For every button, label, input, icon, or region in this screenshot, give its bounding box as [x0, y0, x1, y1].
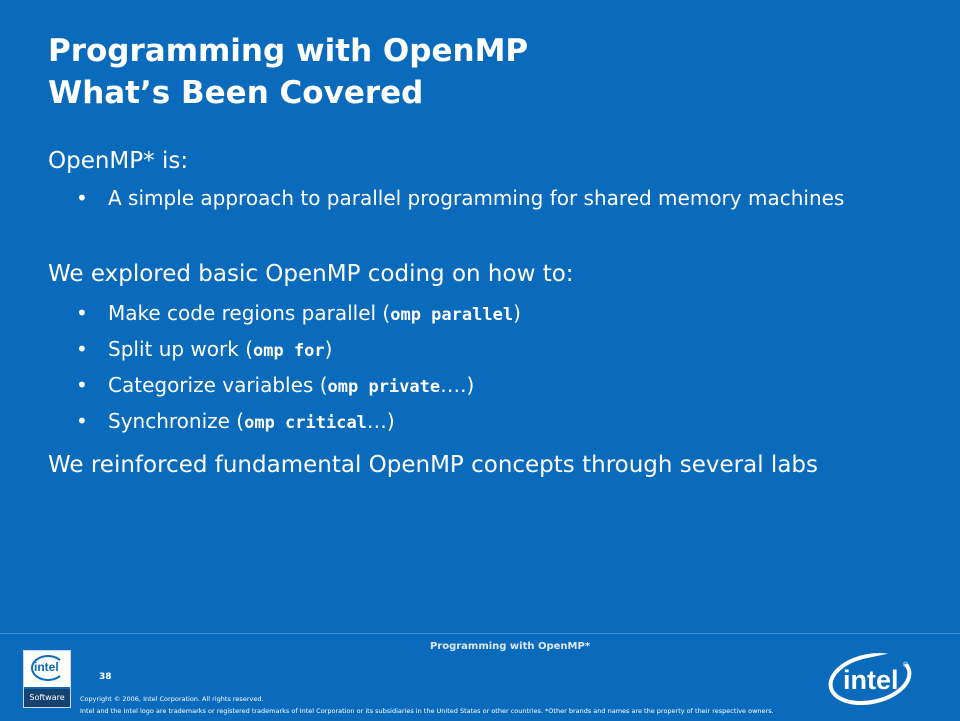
section-openmp-is-heading: OpenMP* is: — [48, 148, 189, 174]
bullet-text: Synchronize ( — [108, 409, 245, 433]
slide-title-line1: Programming with OpenMP — [48, 33, 529, 69]
slide-title — [48, 30, 528, 114]
intel-logo-word: intel — [843, 665, 899, 695]
footer-title: Programming with OpenMP* — [429, 641, 591, 652]
section-explored-heading: We explored basic OpenMP coding on how to: — [48, 261, 574, 287]
bullet-code: omp critical — [244, 413, 367, 433]
intel-software-logo-word: intel — [34, 660, 59, 674]
intel-software-logo-badge — [24, 651, 70, 687]
list-item — [72, 184, 892, 212]
slide-title-line2: What’s Been Covered — [48, 75, 424, 111]
bullet-code: omp for — [253, 341, 325, 361]
bullet-text-after: ) — [513, 301, 521, 325]
bullet-text-after: ) — [324, 337, 333, 361]
list-item — [72, 332, 892, 368]
page-number: 38 — [99, 672, 112, 682]
bullet-text: Make code regions parallel ( — [108, 301, 391, 325]
bullet-text: Categorize variables ( — [108, 373, 328, 397]
copyright-line1: Copyright © 2006, Intel Corporation. All rights reserved. — [80, 695, 264, 703]
intel-logo — [826, 648, 916, 708]
bullet-dot: • — [76, 301, 88, 325]
list-item — [72, 296, 892, 332]
section-reinforced-heading: We reinforced fundamental OpenMP concepts through several labs — [48, 452, 818, 478]
bullet-text-after: ….) — [440, 373, 475, 397]
bullet-dot: • — [76, 337, 88, 361]
bullet-text-after: …) — [366, 409, 395, 433]
bullet-text: A simple approach to parallel programming for shared memory machines — [108, 186, 845, 210]
bullet-dot: • — [76, 373, 88, 397]
bullet-code: omp private — [327, 377, 441, 397]
section-explored-bullets — [72, 296, 892, 440]
bullet-dot: • — [76, 409, 88, 433]
copyright-line2: Intel and the Intel logo are trademarks or registered trademarks of Intel Corporation or its subsidiaries in the United States or other countries. *Other brands and names are the property of their respective owners. — [80, 707, 774, 715]
list-item — [72, 404, 892, 440]
intel-software-logo-label: Software — [24, 689, 70, 707]
bullet-text: Split up work ( — [108, 337, 253, 361]
slide-footer — [0, 633, 960, 721]
intel-software-logo — [23, 650, 71, 708]
list-item — [72, 368, 892, 404]
bullet-code: omp parallel — [390, 305, 514, 325]
svg-text:®: ® — [903, 662, 909, 669]
copyright-notice — [80, 693, 774, 717]
bullet-dot: • — [76, 186, 88, 210]
section-openmp-is-bullets — [72, 184, 892, 212]
